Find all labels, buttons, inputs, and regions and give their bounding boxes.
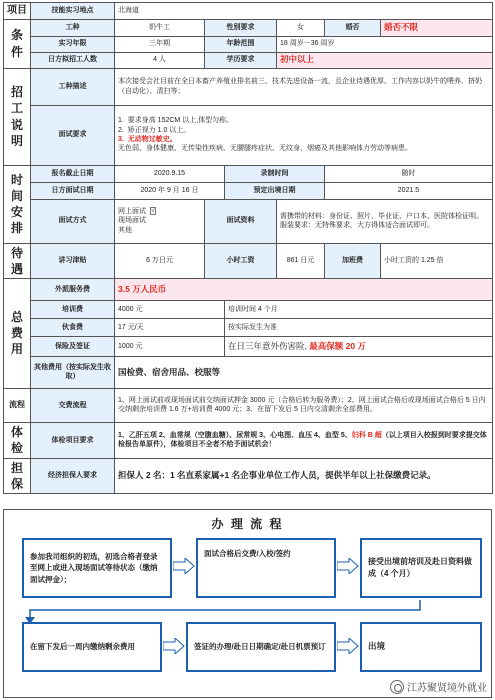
exam-label: 体检项目要求 (31, 422, 115, 458)
exam-text (115, 422, 493, 458)
deadline-label: 报名截止日期 (31, 165, 115, 182)
insurance-value: 1000 元 (115, 336, 225, 356)
job-type-label: 工种 (31, 19, 115, 36)
method-onsite: 现场面试 (118, 217, 146, 225)
req-health: 无色弱、身体健康、无传染性疾病、无腰腿疼症状、无纹身、烟癌及其他影响体力劳动等病患。 (118, 145, 412, 153)
method-options (115, 199, 205, 243)
education-value: 初中以上 (277, 52, 493, 68)
interview-req-label: 面试要求 (31, 105, 115, 165)
interview-date-value: 2020 年 9 月 16 日 (115, 182, 225, 199)
arrow-right-icon (337, 638, 359, 654)
insurance-note-a: 在日三年意外伤害险, (228, 340, 307, 351)
guarantor-label: 经济担保人要求 (31, 458, 115, 493)
meal-fee-note: 按实际发生为准 (225, 318, 493, 336)
marriage-label: 婚否 (325, 19, 381, 36)
exam-items: 1、乙肝五项 2、血常规（空腹血糖）、尿常规 3、心电图、血压 4、血型 5、 (118, 431, 352, 439)
overtime-value: 小时工资的 1.25 倍 (381, 243, 493, 278)
section-time: 时间安排 (4, 165, 31, 243)
arrow-right-icon (337, 558, 359, 574)
training-fee-value: 4000 元 (115, 300, 225, 318)
method-checkbox: √ (151, 208, 155, 214)
watermark-text: 江苏聚贤境外就业 (407, 683, 487, 694)
insurance-label: 保险及签证 (31, 336, 115, 356)
gender-value: 女 (277, 19, 325, 36)
overtime-label: 加班费 (325, 243, 381, 278)
materials-value: 需携带的材料：身份证、照片、毕业证、户口本、医院体检证明。服装要求：无特殊要求，大方得体适合面试即可。 (277, 199, 493, 243)
subsidy-value: 6 万日元 (115, 243, 205, 278)
section-cost: 总费用 (4, 278, 31, 388)
departure-value: 2021.5 (325, 182, 493, 199)
interview-date-label: 日方面试日期 (31, 182, 115, 199)
desc-value: 本次接受会社目前在全日本畜产养殖业排名前三，技术先进设备一流，且企业待遇优厚。工作内容以奶牛的喂养、挤奶（自动化）、清扫等； (115, 68, 493, 105)
flow-return-connector (10, 600, 450, 624)
marriage-value: 婚否不限 (381, 19, 493, 36)
arrow-right-icon (163, 638, 185, 654)
req-height: 要求身高 152CM 以上,体型匀称。 (127, 117, 234, 125)
section-conditions: 条件 (4, 19, 31, 68)
req-allergy: 无动物过敏史。 (127, 136, 177, 143)
age-value: 18 周岁－36 周岁 (277, 36, 493, 52)
age-label: 年龄范围 (205, 36, 277, 52)
meal-fee-label: 伙食费 (31, 318, 115, 336)
project-header: 项目 (4, 3, 31, 20)
exam-gyn: 妇科 B 超 (351, 431, 382, 439)
flow-step-5: 签证的办理/赴日日期确定/赴日机票预订 (186, 622, 336, 672)
method-other: 其他 (118, 226, 132, 234)
headcount-label: 日方拟招工人数 (31, 52, 115, 68)
payment-process-text: 1、网上面试前或现场面试前交纳面试押金 3000 元（合格后转为服务费）；2、网上面试合格后或现场面试合格后 5 日内交纳剩余培训费 1.6 万+培训费 4000 元；3、在留下发后 5 日内交清剩余全部费用。 (115, 388, 493, 422)
flow-step-6: 出境 (360, 622, 482, 672)
exam-note: （以上项目入校报到时要求提交体检报告单原件），体检项目不全者不给予面试机会！ (118, 431, 487, 449)
watermark (390, 679, 487, 694)
other-fee-value: 国检费、宿舍用品、校服等 (115, 356, 493, 388)
recording-label: 录制时间 (225, 165, 325, 182)
flow-step-4: 在留下发后一周内缴纳剩余费用 (22, 622, 162, 672)
term-label: 实习年限 (31, 36, 115, 52)
insurance-max: 最高保额 20 万 (309, 340, 366, 351)
hourly-label: 小时工资 (205, 243, 277, 278)
interview-req-list: 1. 要求身高 152CM 以上,体型匀称。 2. 矫正视力 1.0 以上。 3. 无动物过敏史。 无色弱、身体健康、无传染性疾病、无腰腿疼症状、无纹身、烟癌及其他影响体力劳动等病患。 (115, 105, 493, 165)
service-fee-label: 外派服务费 (31, 278, 115, 300)
recording-value: 随时 (325, 165, 493, 182)
headcount-value: 4 人 (115, 52, 205, 68)
gender-label: 性别要求 (205, 19, 277, 36)
term-value: 三年期 (115, 36, 205, 52)
job-type-value: 奶牛工 (115, 19, 205, 36)
method-online: 网上面试 (118, 207, 146, 215)
section-process: 流程 (4, 388, 31, 422)
training-fee-label: 培训费 (31, 300, 115, 318)
flow-step-3: 接受出境前培训及赴日资料做成（4 个月） (360, 538, 482, 598)
guarantor-text: 担保人 2 名：1 名直系家属+1 名企事业单位工作人员，提供半年以上社保缴费记录。 (115, 458, 493, 493)
site-value: 北海道 (115, 3, 493, 20)
flow-title: 办 理 流 程 (211, 517, 284, 531)
meal-fee-value: 17 元/天 (115, 318, 225, 336)
training-duration: 培训时间 4 个月 (225, 300, 493, 318)
flow-step-2: 面试合格后交费/入校/签约 (196, 538, 336, 598)
arrow-right-icon (173, 558, 195, 574)
payment-process-label: 交费流程 (31, 388, 115, 422)
deadline-value: 2020.9.15 (115, 165, 225, 182)
insurance-note (225, 336, 493, 356)
req-vision: 矫正视力 1.0 以上。 (127, 126, 191, 134)
education-label: 学历要求 (205, 52, 277, 68)
method-label: 面试方式 (31, 199, 115, 243)
desc-label: 工种描述 (31, 68, 115, 105)
subsidy-label: 讲习津贴 (31, 243, 115, 278)
section-recruit: 招工说明 (4, 68, 31, 165)
info-table (3, 2, 493, 494)
section-pay: 待遇 (4, 243, 31, 278)
departure-label: 预定出境日期 (225, 182, 325, 199)
flow-step-1: 参加我司组织的初选，初选合格者登录至网上或进入现场面试等待状态（缴纳面试押金）； (22, 538, 172, 598)
site-label: 技能实习地点 (31, 3, 115, 20)
other-fee-label: 其他费用（按实际发生收取） (31, 356, 115, 388)
materials-label: 面试资料 (205, 199, 277, 243)
section-exam: 体检 (4, 422, 31, 458)
service-fee-value: 3.5 万人民币 (115, 278, 493, 300)
hourly-value: 861 日元 (277, 243, 325, 278)
section-guarantee: 担保 (4, 458, 31, 493)
wechat-logo-icon (390, 680, 404, 694)
